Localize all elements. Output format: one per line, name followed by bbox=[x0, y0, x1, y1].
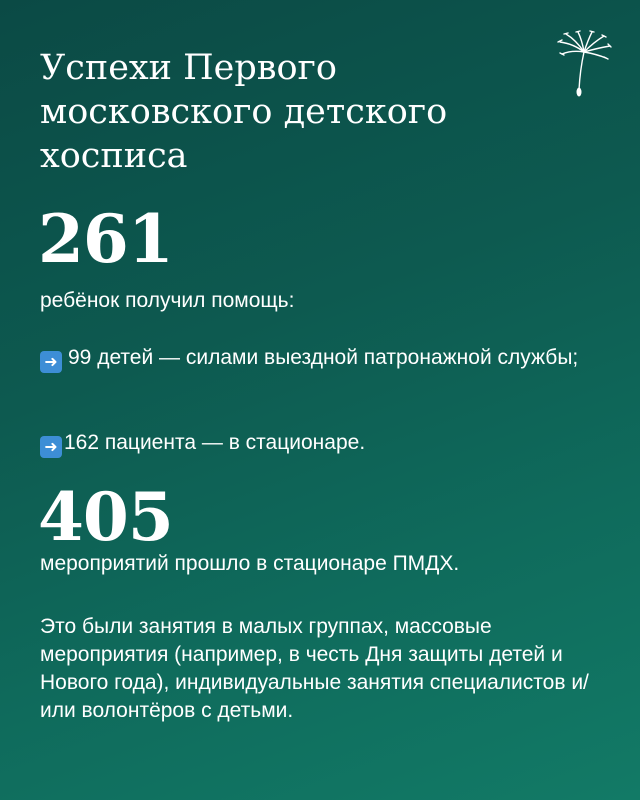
list-item bbox=[40, 428, 600, 458]
dandelion-icon bbox=[556, 30, 612, 98]
stat-caption-events: мероприятий прошло в стационаре ПМДХ. bbox=[40, 552, 460, 575]
stat-number-events: 405 bbox=[38, 478, 173, 556]
stat-number-children: 261 bbox=[38, 200, 173, 278]
arrow-right-icon: ➜ bbox=[40, 351, 62, 373]
stat-caption-children: ребёнок получил помощь: bbox=[40, 289, 295, 312]
arrow-right-icon: ➜ bbox=[40, 436, 62, 458]
list-item-text: 162 пациента — в стационаре. bbox=[64, 431, 366, 454]
page-title: Успехи Первого московского детского хосписа bbox=[40, 48, 448, 176]
list-item bbox=[40, 343, 600, 373]
list-item-text: 99 детей — силами выездной патронажной службы; bbox=[68, 346, 579, 369]
stat-description-events: Это были занятия в малых группах, массовые мероприятия (например, в честь Дня защиты детей и Нового года), индивидуальные занятия специалистов и/или волонтёров с детьми. bbox=[40, 615, 589, 722]
